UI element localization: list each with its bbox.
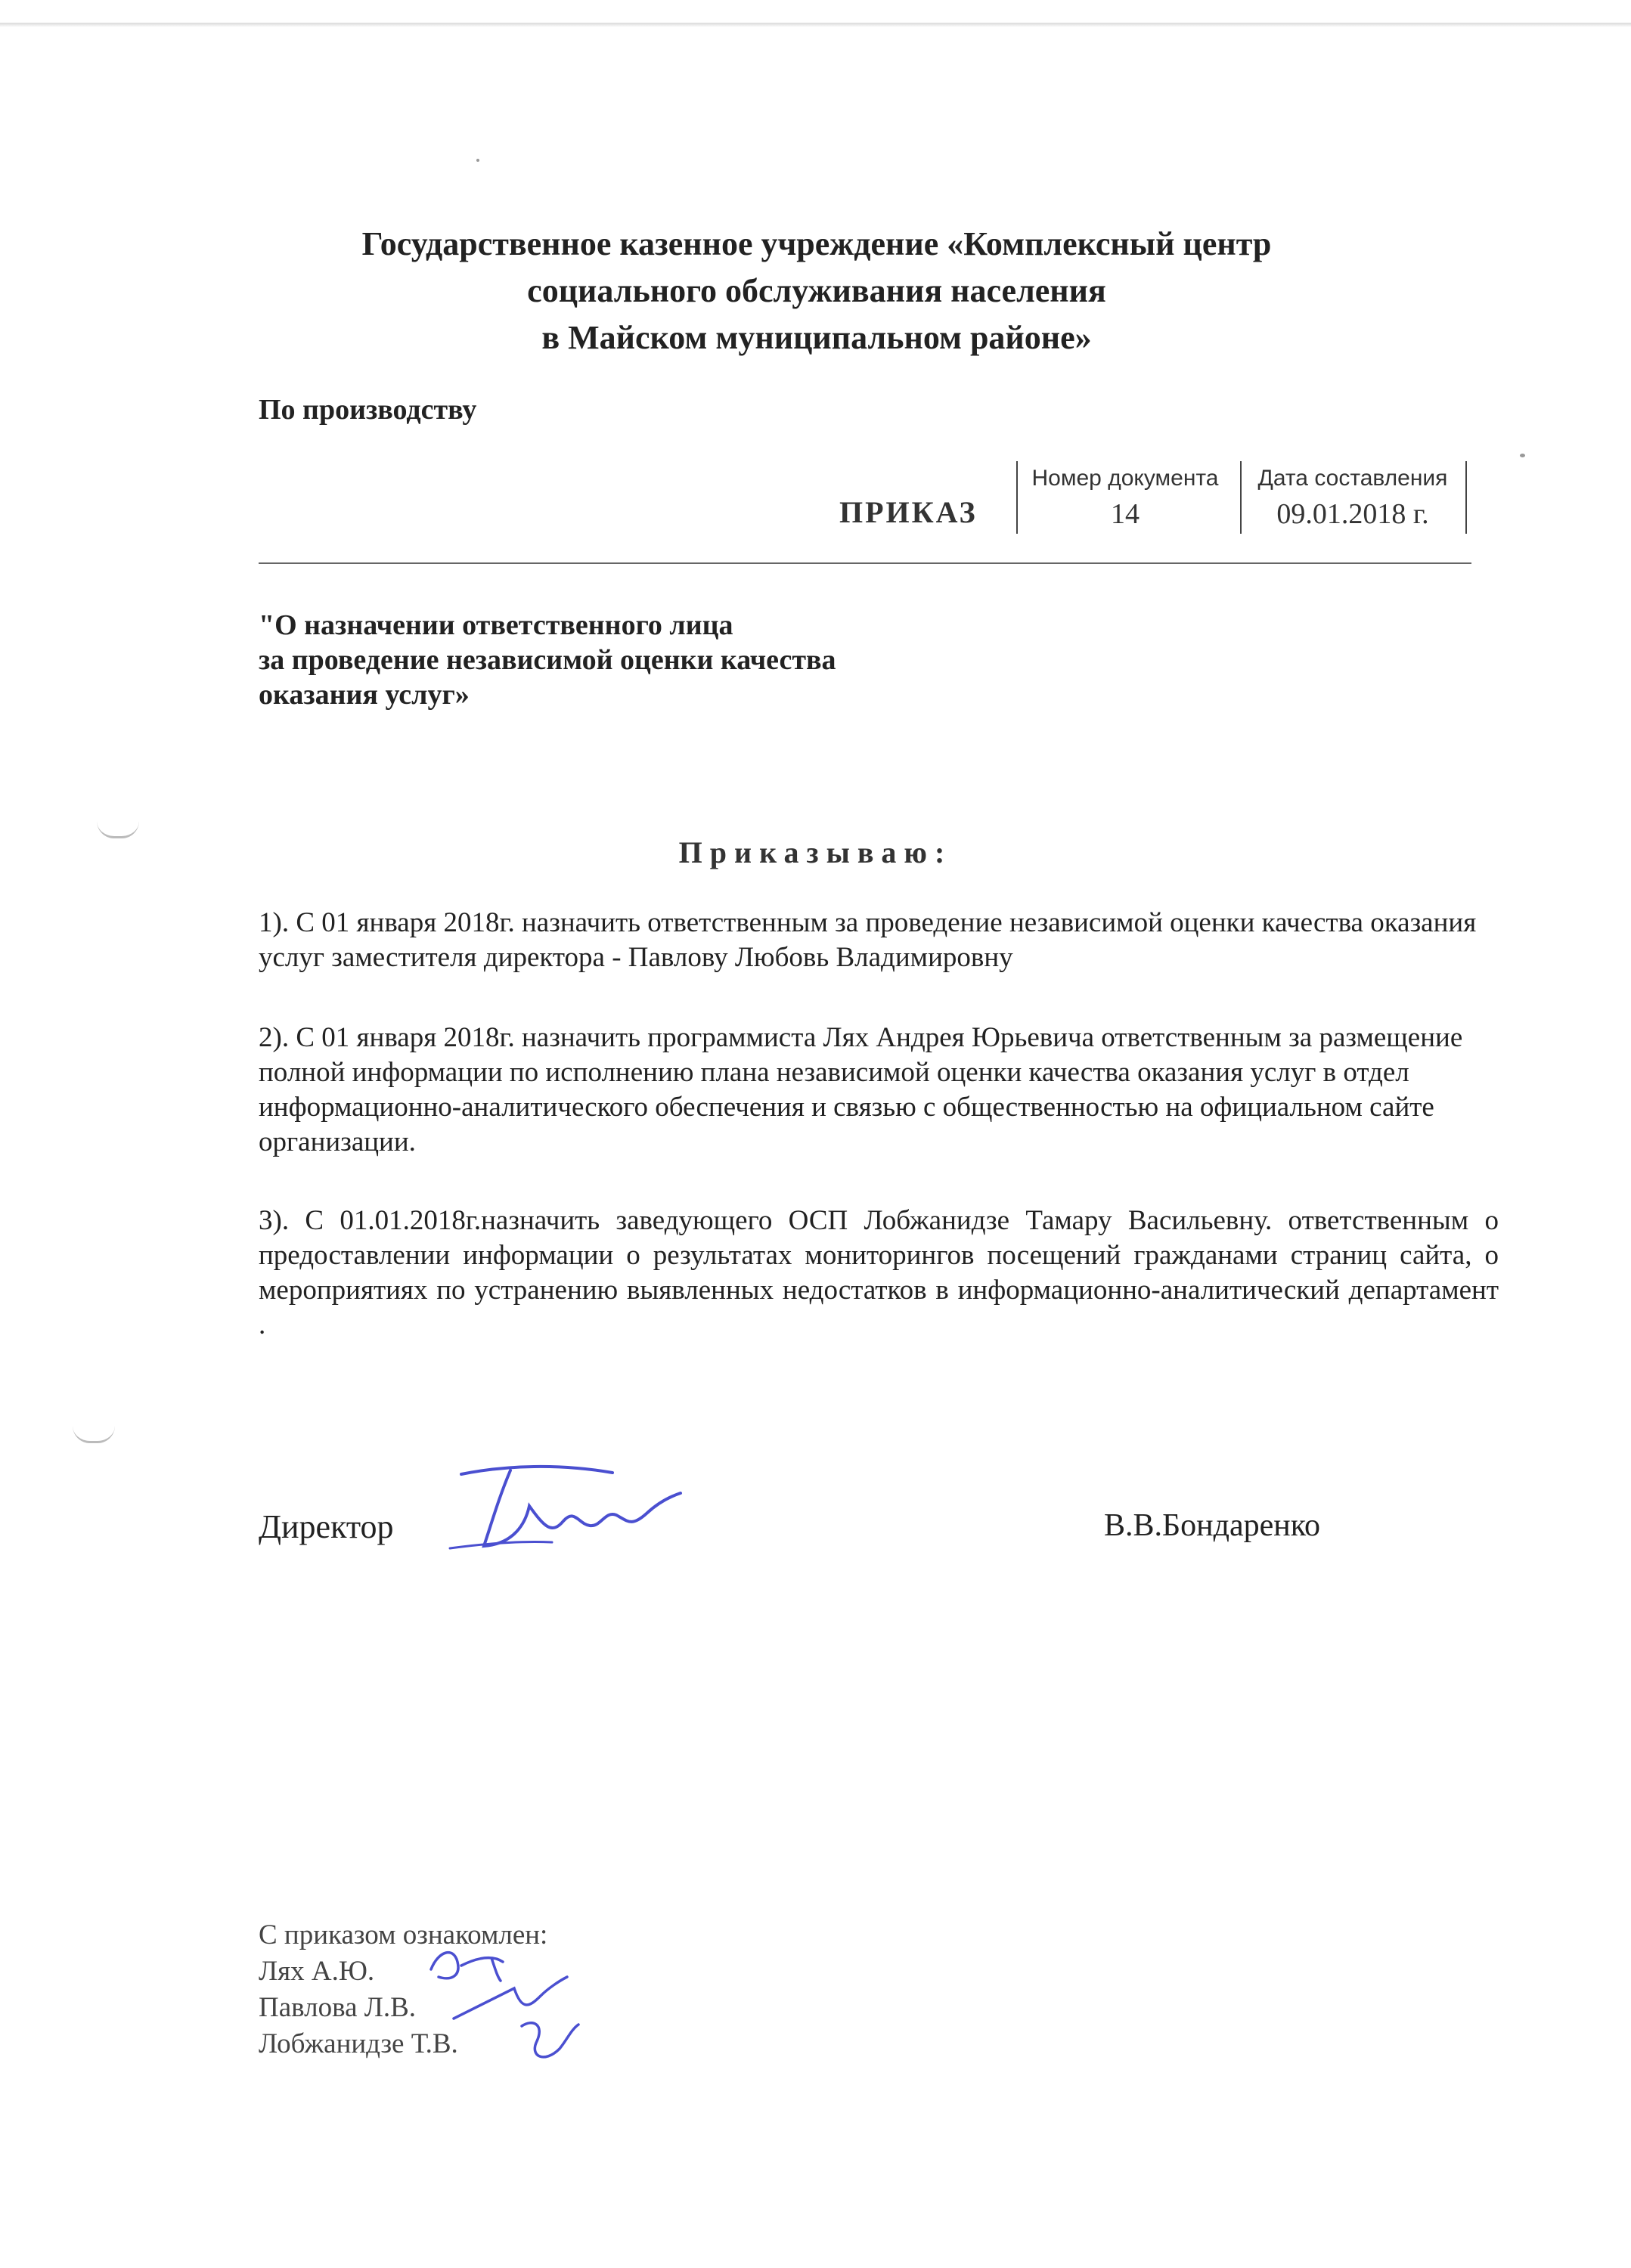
scan-edge (0, 23, 1631, 27)
acknowledged-person: Павлова Л.В. (259, 1992, 417, 2023)
decree-heading: Приказываю: (678, 835, 953, 869)
acknowledged-person: Лях А.Ю. (259, 1956, 375, 1987)
table-divider (1240, 461, 1242, 534)
order-paragraph-3: 3). С 01.01.2018г.назначить заведующего ОСП Лобжанидзе Тамару Васильевну. ответственным о предоставлении информации о результатах мониторингов посещений гражданами страниц сайта, о мероприятиях по устранению выявленных недостатков в информационно-аналитический департамент . (259, 1205, 1499, 1340)
scan-speck (476, 159, 479, 162)
document-date-label: Дата составления (1257, 466, 1448, 491)
table-divider (1016, 461, 1018, 534)
header-rule (259, 562, 1471, 564)
document-number-value: 14 (1111, 498, 1140, 530)
header-line: Государственное казенное учреждение «Комплексный центр (361, 225, 1272, 262)
document-type: ПРИКАЗ (839, 495, 978, 529)
table-divider (1465, 461, 1467, 534)
header-line: в Майском муниципальном районе» (541, 319, 1092, 356)
department-label: По производству (259, 394, 477, 426)
acknowledgement-heading: С приказом ознакомлен: (259, 1919, 548, 1950)
subject-line: оказания услуг» (259, 679, 470, 711)
organization-header (227, 221, 1406, 361)
signatory-title: Директор (259, 1508, 394, 1545)
subject-line: за проведение независимой оценки качества (259, 644, 836, 676)
signatory-name: В.В.Бондаренко (1104, 1508, 1321, 1543)
punch-hole-mark (73, 1426, 115, 1443)
acknowledged-person: Лобжанидзе Т.В. (259, 2028, 458, 2059)
subject-line: "О назначении ответственного лица (259, 609, 733, 641)
acknowledgement-signatures (408, 1935, 605, 2087)
order-paragraph-2: 2). С 01 января 2018г. назначить программиста Лях Андрея Юрьевича ответственным за размещение полной информации по исполнению плана независимой оценки качества оказания услуг в отдел информационно-аналитического обеспечения и связью с общественностью на официальном сайте организации. (259, 1022, 1463, 1157)
director-signature (439, 1452, 688, 1565)
order-paragraph-1: 1). С 01 января 2018г. назначить ответственным за проведение независимой оценки качества оказания услуг заместителя директора - Павлову Любовь Владимировну (259, 907, 1477, 973)
document-date-value: 09.01.2018 г. (1276, 498, 1429, 530)
order-subject (259, 608, 836, 712)
scan-speck (1520, 454, 1525, 457)
document-number-label: Номер документа (1031, 466, 1219, 491)
header-line: социального обслуживания населения (527, 272, 1106, 309)
